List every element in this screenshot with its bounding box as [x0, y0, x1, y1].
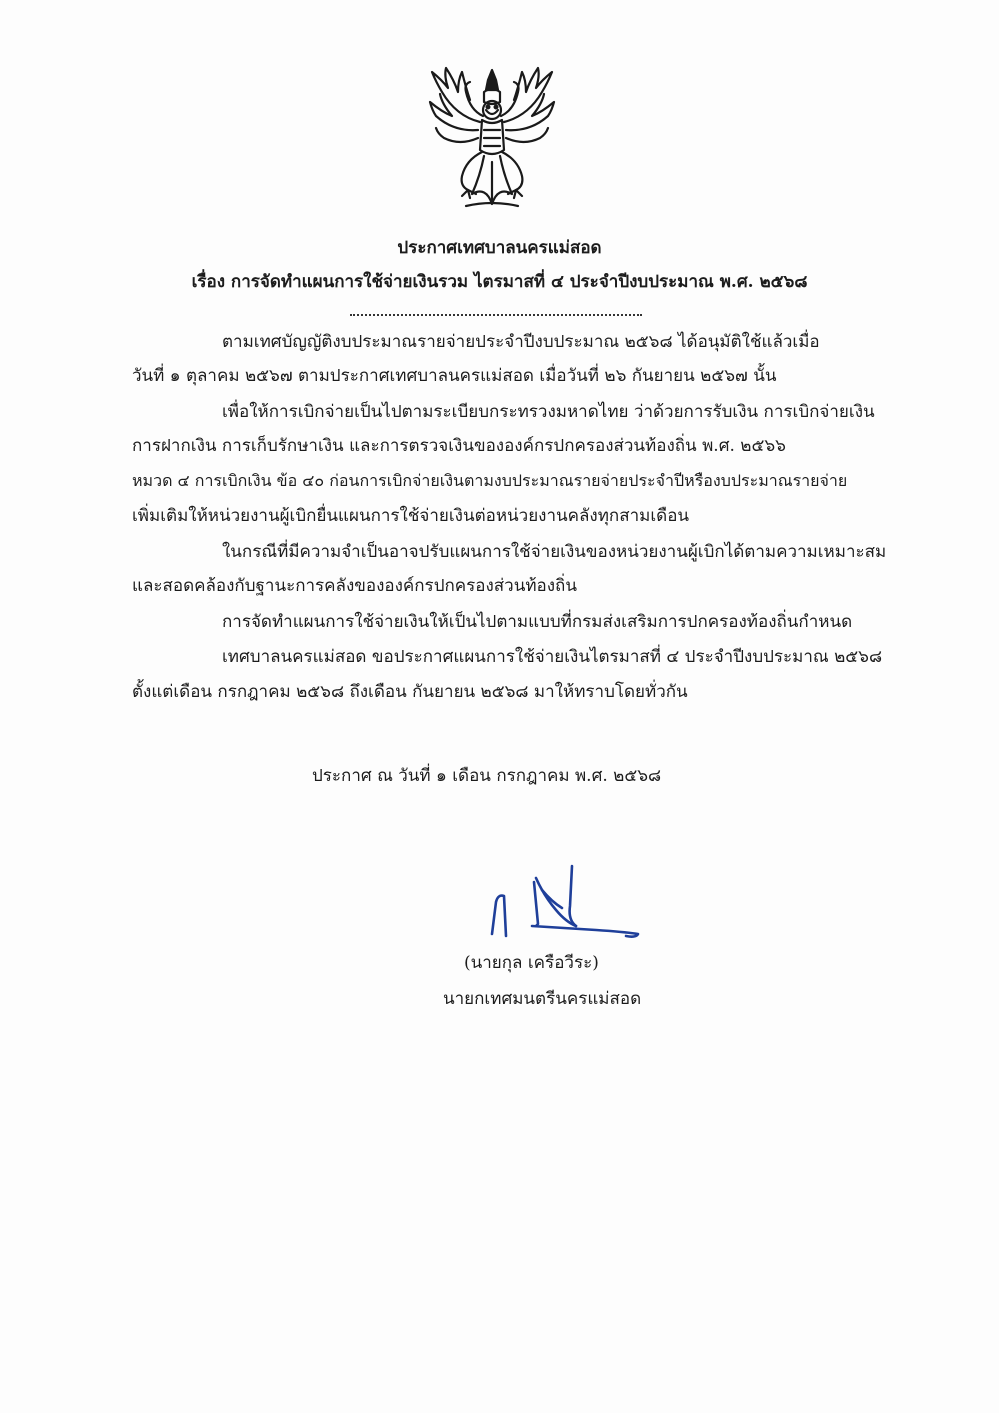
announce-date: ประกาศ ณ วันที่ ๑ เดือน กรกฎาคม พ.ศ. ๒๕๖๘ [312, 766, 662, 786]
body-line: ในกรณีที่มีความจำเป็นอาจปรับแผนการใช้จ่ายเงินของหน่วยงานผู้เบิกได้ตามความเหมาะสม [222, 542, 887, 562]
body-line: เพื่อให้การเบิกจ่ายเป็นไปตามระเบียบกระทรวงมหาดไทย ว่าด้วยการรับเงิน การเบิกจ่ายเงิน [222, 402, 875, 422]
body-line: ตั้งแต่เดือน กรกฎาคม ๒๕๖๘ ถึงเดือน กันยายน ๒๕๖๘ มาให้ทราบโดยทั่วกัน [132, 682, 688, 702]
signer-position: นายกเทศมนตรีนครแม่สอด [443, 989, 642, 1009]
handwritten-signature-icon [486, 862, 646, 942]
body-line: เทศบาลนครแม่สอด ขอประกาศแผนการใช้จ่ายเงินไตรมาสที่ ๔ ประจำปีงบประมาณ ๒๕๖๘ [222, 647, 883, 667]
title-divider [350, 314, 642, 316]
body-line: การจัดทำแผนการใช้จ่ายเงินให้เป็นไปตามแบบที่กรมส่งเสริมการปกครองท้องถิ่นกำหนด [222, 612, 853, 632]
signer-name: (นายกุล เครือวีระ) [464, 953, 599, 973]
body-line: หมวด ๔ การเบิกเงิน ข้อ ๔๐ ก่อนการเบิกจ่ายเงินตามงบประมาณรายจ่ายประจำปีหรืองบประมาณรายจ่าย [132, 471, 848, 490]
garuda-emblem-icon [426, 66, 558, 216]
body-line: เพิ่มเติมให้หน่วยงานผู้เบิกยื่นแผนการใช้จ่ายเงินต่อหน่วยงานคลังทุกสามเดือน [132, 506, 690, 526]
body-line: การฝากเงิน การเก็บรักษาเงิน และการตรวจเงินขององค์กรปกครองส่วนท้องถิ่น พ.ศ. ๒๕๖๖ [132, 436, 786, 456]
body-line: ตามเทศบัญญัติงบประมาณรายจ่ายประจำปีงบประมาณ ๒๕๖๘ ได้อนุมัติใช้แล้วเมื่อ [222, 332, 820, 352]
document-subject: เรื่อง การจัดทำแผนการใช้จ่ายเงินรวม ไตรมาสที่ ๔ ประจำปีงบประมาณ พ.ศ. ๒๕๖๘ [191, 272, 808, 292]
body-line: และสอดคล้องกับฐานะการคลังขององค์กรปกครองส่วนท้องถิ่น [132, 576, 577, 596]
body-line: วันที่ ๑ ตุลาคม ๒๕๖๗ ตามประกาศเทศบาลนครแม่สอด เมื่อวันที่ ๒๖ กันยายน ๒๕๖๗ นั้น [132, 366, 777, 386]
document-title: ประกาศเทศบาลนครแม่สอด [397, 238, 602, 258]
